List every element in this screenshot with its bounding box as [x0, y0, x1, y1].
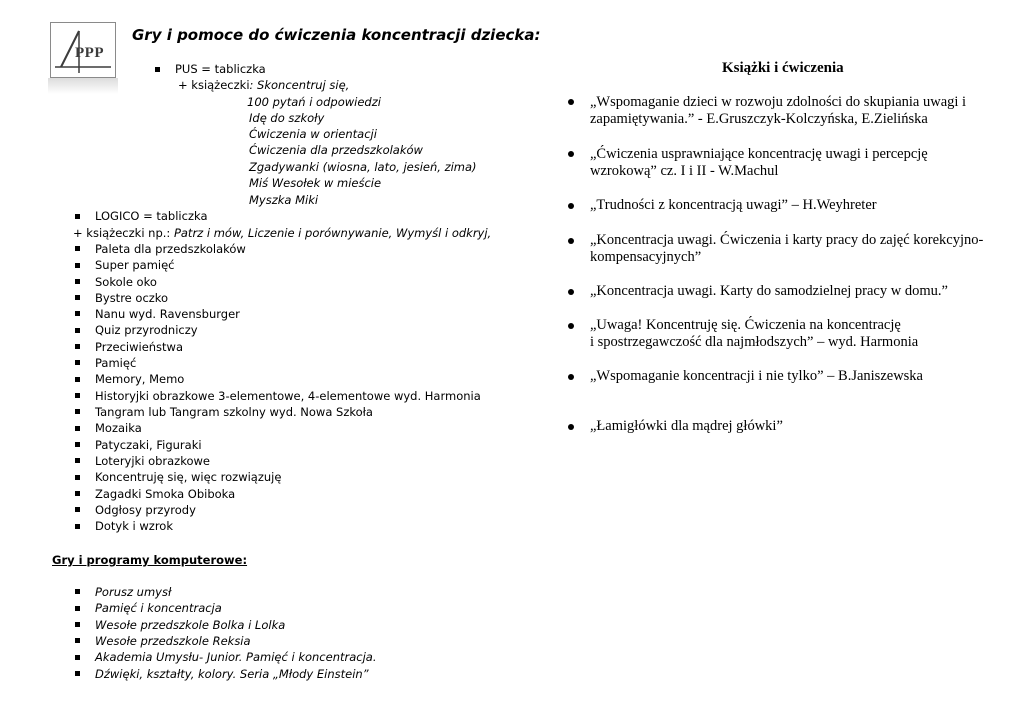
list-item: Odgłosy przyrody [95, 503, 196, 517]
logico-books-prefix: + książeczki np.: [73, 226, 174, 240]
bullet-marker [75, 246, 80, 251]
book-line: „Wspomaganie koncentracji i nie tylko” – B.Janiszewska [590, 368, 923, 384]
logico-label: LOGICO = tabliczka [95, 209, 208, 223]
pus-book: Myszka Miki [249, 193, 319, 207]
bullet-marker [75, 295, 80, 300]
list-item: Dotyk i wzrok [95, 519, 173, 533]
book-item [590, 368, 1000, 385]
bullet-dot [568, 99, 574, 105]
list-item: Sokole oko [95, 275, 157, 289]
book-item [590, 317, 1000, 351]
logico-books-line [73, 225, 491, 241]
pus-book: Ćwiczenia w orientacji [249, 127, 377, 141]
book-item [590, 146, 1000, 180]
bullet-marker [75, 360, 80, 365]
books-section-title: Książki i ćwiczenia [722, 60, 844, 76]
book-line: zapamiętywania.” - E.Gruszczyk-Kolczyńska, E.Zielińska [590, 111, 928, 127]
pus-books-line [178, 77, 349, 93]
bullet-marker [75, 671, 80, 676]
bullet-marker [75, 328, 80, 333]
bullet-marker [75, 458, 80, 463]
bullet-marker [75, 524, 80, 529]
bullet-marker [75, 263, 80, 268]
logico-books: Patrz i mów, Liczenie i porównywanie, Wymyśl i odkryj, [173, 226, 492, 240]
book-item [590, 197, 1000, 214]
list-item: Super pamięć [95, 258, 175, 272]
book-line: wzrokową” cz. I i II - W.Machul [590, 163, 779, 179]
list-item: Porusz umysł [95, 585, 172, 599]
list-item: Przeciwieństwa [95, 340, 184, 354]
pus-book: Ćwiczenia dla przedszkolaków [249, 143, 423, 157]
bullet-dot [568, 151, 574, 157]
bullet-marker [75, 311, 80, 316]
list-item: Quiz przyrodniczy [95, 323, 198, 337]
pus-book: : Skoncentruj się, [249, 78, 350, 92]
list-item: Wesołe przedszkole Reksia [95, 634, 251, 648]
bullet-dot [568, 323, 574, 329]
bullet-marker [75, 426, 80, 431]
pus-book: 100 pytań i odpowiedzi [247, 95, 381, 109]
list-item: Paleta dla przedszkolaków [95, 242, 246, 256]
book-line: „Trudności z koncentracją uwagi” – H.Weyhreter [590, 197, 877, 213]
logo-text: PPP [75, 45, 104, 61]
bullet-marker [75, 409, 80, 414]
pus-books-prefix: + książeczki [178, 78, 250, 92]
book-item [590, 418, 1000, 435]
pus-book: Miś Wesołek w mieście [249, 176, 382, 190]
bullet-dot [568, 289, 574, 295]
list-item: Memory, Memo [95, 372, 185, 386]
bullet-marker [75, 393, 80, 398]
book-line: i spostrzegawczość dla najmłodszych” – wyd. Harmonia [590, 334, 919, 350]
list-item: Loteryjki obrazkowe [95, 454, 210, 468]
list-item: Tangram lub Tangram szkolny wyd. Nowa Szkoła [95, 405, 373, 419]
book-line: „Koncentracja uwagi. Karty do samodzielnej pracy w domu.” [590, 283, 948, 299]
logo-reflection [48, 78, 118, 94]
book-line: „Ćwiczenia usprawniające koncentrację uwagi i percepcję [590, 146, 928, 162]
list-item: Wesołe przedszkole Bolka i Lolka [95, 618, 286, 632]
bullet-dot [568, 374, 574, 380]
bullet-marker [75, 442, 80, 447]
book-line: „Wspomaganie dzieci w rozwoju zdolności do skupiania uwagi i [590, 94, 967, 110]
book-line: kompensacyjnych” [590, 249, 702, 265]
book-line: „Koncentracja uwagi. Ćwiczenia i karty pracy do zajęć korekcyjno- [590, 232, 984, 248]
bullet-marker [75, 214, 80, 219]
list-item: Bystre oczko [95, 291, 169, 305]
list-item: Dźwięki, kształty, kolory. Seria „Młody Einstein” [95, 667, 369, 681]
list-item: Mozaika [95, 421, 142, 435]
list-item: Koncentruję się, więc rozwiązuję [95, 470, 282, 484]
computer-games-heading: Gry i programy komputerowe: [52, 553, 248, 567]
bullet-marker [75, 279, 80, 284]
bullet-dot [568, 238, 574, 244]
book-line: „Łamigłówki dla mądrej główki” [590, 418, 783, 434]
book-item [590, 232, 1000, 266]
list-item: Pamięć [95, 356, 137, 370]
list-item: Zagadki Smoka Obiboka [95, 487, 236, 501]
list-item: Pamięć i koncentracja [95, 601, 222, 615]
page-title: Gry i pomoce do ćwiczenia koncentracji dziecka: [132, 26, 541, 44]
bullet-dot [568, 203, 574, 209]
pus-book: Zgadywanki (wiosna, lato, jesień, zima) [249, 160, 477, 174]
list-item: Nanu wyd. Ravensburger [95, 307, 240, 321]
book-item [590, 283, 1000, 300]
bullet-marker [75, 638, 80, 643]
bullet-marker [75, 491, 80, 496]
bullet-marker [75, 344, 80, 349]
pus-label: PUS = tabliczka [175, 62, 266, 76]
ppp-logo [46, 20, 120, 96]
bullet-marker [75, 606, 80, 611]
bullet-marker [75, 507, 80, 512]
book-line: „Uwaga! Koncentruję się. Ćwiczenia na koncentrację [590, 317, 901, 333]
list-item: Historyjki obrazkowe 3-elementowe, 4-elementowe wyd. Harmonia [95, 389, 481, 403]
bullet-marker [75, 622, 80, 627]
book-item [590, 94, 1000, 128]
bullet-marker [75, 655, 80, 660]
logo-frame [50, 22, 116, 78]
bullet-marker [75, 589, 80, 594]
bullet-marker [75, 475, 80, 480]
list-item: Akademia Umysłu- Junior. Pamięć i koncentracja. [95, 650, 377, 664]
pus-book: Idę do szkoły [249, 111, 325, 125]
bullet-marker [75, 377, 80, 382]
bullet-marker [155, 67, 160, 72]
bullet-dot [568, 424, 574, 430]
list-item: Patyczaki, Figuraki [95, 438, 202, 452]
